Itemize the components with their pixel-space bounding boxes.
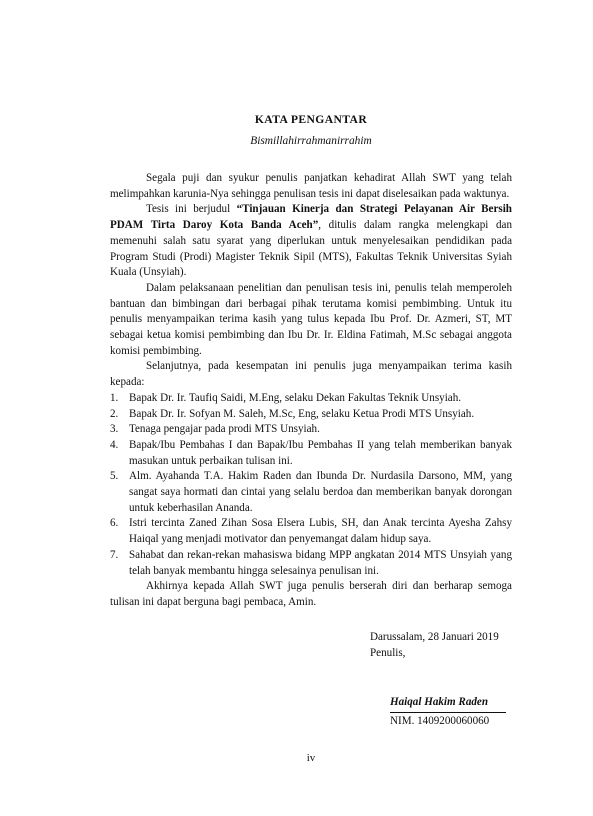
paragraph-2-lead: Tesis ini berjudul <box>146 203 237 216</box>
signatory-nim: NIM. 1409200060060 <box>390 714 490 727</box>
paragraph-5: Akhirnya kepada Allah SWT juga penulis berserah diri dan berharap semoga tulisan ini dapat berguna bagi pembaca, Amin. <box>110 580 512 608</box>
list-item-number: 5. <box>110 470 119 483</box>
list-item <box>110 407 512 423</box>
paragraph-2 <box>110 202 512 281</box>
list-item-text: Bapak Dr. Ir. Taufiq Saidi, M.Eng, selaku Dekan Fakultas Teknik Unsyiah. <box>129 391 462 404</box>
list-item-number: 2. <box>110 407 119 420</box>
body-text <box>110 171 512 611</box>
place-date: Darussalam, 28 Januari 2019 <box>370 631 499 643</box>
list-item-text: Bapak Dr. Ir. Sofyan M. Saleh, M.Sc, Eng, selaku Ketua Prodi MTS Unsyiah. <box>129 407 475 420</box>
thesis-title: “Tinjauan Kinerja dan Strategi Pelayanan Air Bersih PDAM Tirta Daroy Kota Banda Aceh” <box>110 203 512 232</box>
list-item <box>110 422 512 438</box>
acknowledgement-list <box>110 391 512 579</box>
closing-block <box>370 630 530 661</box>
list-item <box>110 438 512 469</box>
paragraph-4: Selanjutnya, pada kesempatan ini penulis juga menyampaikan terima kasih kepada: <box>110 360 512 389</box>
list-item <box>110 469 512 516</box>
list-item-text: Sahabat dan rekan-rekan mahasiswa bidang MPP angkatan 2014 MTS Unsyiah yang telah banyak membantu hingga selesainya penulisan ini. <box>129 548 512 577</box>
list-item-number: 4. <box>110 438 119 451</box>
page-title: KATA PENGANTAR <box>254 113 368 126</box>
author-label: Penulis, <box>370 646 406 659</box>
paragraph-1: Segala puji dan syukur penulis panjatkan kehadirat Allah SWT yang telah melimpahkan karunia-Nya sehingga penulisan tesis ini dapat diselesaikan pada waktunya. <box>110 172 512 200</box>
paragraph-2-rest: , ditulis dalam rangka melengkapi dan memenuhi salah satu syarat yang diperlukan untuk menyelesaikan pendidikan pada Program Studi (Prodi) Magister Teknik Sipil (MTS), Fakultas Teknik Universitas Syiah Kuala (Unsyiah). <box>110 219 512 279</box>
list-item-number: 6. <box>110 517 119 530</box>
list-item-number: 1. <box>110 391 119 404</box>
signature-block <box>390 695 506 729</box>
list-item-number: 7. <box>110 548 119 561</box>
signatory-name: Haiqal Hakim Raden <box>390 695 506 713</box>
document-page <box>110 0 512 816</box>
list-item-text: Bapak/Ibu Pembahas I dan Bapak/Ibu Pembahas II yang telah memberikan banyak masukan untuk perbaikan tulisan ini. <box>129 438 512 467</box>
page-number: iv <box>306 752 316 764</box>
paragraph-3: Dalam pelaksanaan penelitian dan penulisan tesis ini, penulis telah memperoleh bantuan dan bimbingan dari berbagai pihak terutama komisi pembimbing. Untuk itu penulis menyampaikan terima kasih yang tulus kepada Ibu Prof. Dr. Azmeri, ST, MT sebagai ketua komisi pembimbing dan Ibu Dr. Ir. Eldina Fatimah, M.Sc sebagai anggota komisi pembimbing. <box>110 281 512 357</box>
list-item-number: 3. <box>110 423 119 436</box>
list-item-text: Istri tercinta Zaned Zihan Sosa Elsera Lubis, SH, dan Anak tercinta Ayesha Zahsy Haiqal yang menjadi motivator dan penyemangat dalam hidup saya. <box>129 517 512 546</box>
list-item <box>110 391 512 407</box>
list-item-text: Alm. Ayahanda T.A. Hakim Raden dan Ibunda Dr. Nurdasila Darsono, MM, yang sangat saya hormati dan cintai yang selalu berdoa dan memberikan banyak dorongan untuk keberhasilan Ananda. <box>129 470 512 514</box>
bismillah-subtitle: Bismillahirrahmanirrahim <box>250 135 372 147</box>
list-item-text: Tenaga pengajar pada prodi MTS Unsyiah. <box>129 423 320 436</box>
list-item <box>110 516 512 547</box>
list-item <box>110 548 512 579</box>
